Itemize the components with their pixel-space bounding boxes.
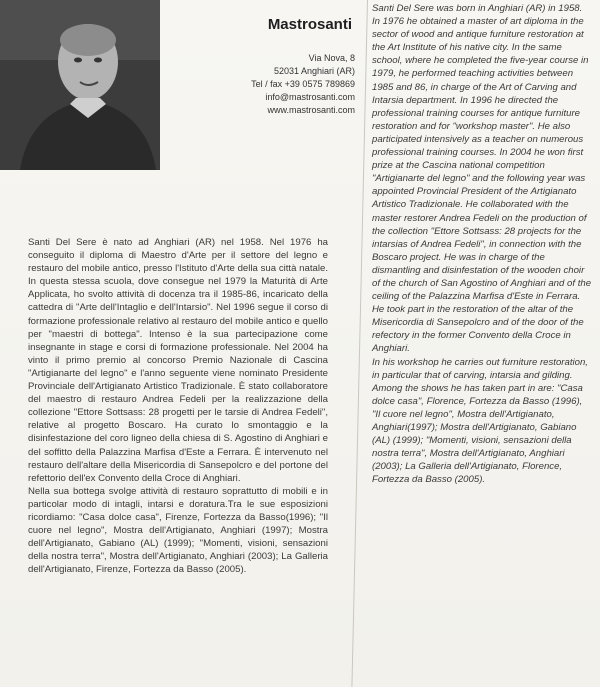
contact-block	[220, 52, 355, 117]
address-city: 52031 Anghiari (AR)	[273, 66, 355, 76]
website-url[interactable]: www.mastrosanti.com	[267, 105, 355, 115]
italian-paragraph: Nella sua bottega svolge attività di restauro soprattutto di mobili e in particolar modo di intagli, intarsi e doratura.Tra le sue esposizioni ricordiamo: "Casa dolce casa", Firenze, Fortezza da Basso(1996); "Il cuore nel legno", Mostra dell'Artigianato, Anghiari (1997); Mostra dell'Artigianato, Gabiano (AL) (1999); "Momenti, visioni, sensazioni della nostra terra", Mostra dell'Artigianato, Anghiari (2003); La Galleria dell'Artigianato, Firenze, Fortezza da Basso (2005).	[28, 485, 328, 576]
email-address[interactable]: info@mastrosanti.com	[265, 92, 355, 102]
address-street: Via Nova, 8	[308, 53, 355, 63]
company-name: Mastrosanti	[267, 16, 352, 33]
italian-paragraph: Santi Del Sere è nato ad Anghiari (AR) nel 1958. Nel 1976 ha conseguito il diploma di Maestro d'Arte per il settore del legno e restauro del mobile antico, presso l'Istituto d'Arte della sua città natale. In questa stessa scuola, dove consegue nel 1979 la Maturità di Arte Applicata, ho svolto attività di docenza tra il 1985-86, incaricato della cattedra di "Arte dell'Intaglio e dell'Intarsio". Nel 1996 segue il corso di formazione professionale relativo al restauro del mobile antico e quello per "maestri di bottega". Intenso è la sua partecipazione come insegnante in stage e corsi di formazione professionale. Nel 2004 ha vinto il primo premio al concorso Premio Nazionale di Cascina "Artigianarte del legno" e l'anno seguente viene nominato Presidente Provinciale dell'Artigianato Artistico Tradizionale. È stato collaboratore del maestro di restauro Andrea Fedeli per la realizzazione della collezione "Ettore Sottsass: 28 progetti per le tarsie di Andrea Fedeli", relative al progetto Boscaro. Ha curato lo smontaggio e la disinfestazione del coro ligneo della chiesa di S. Agostino di Anghiari e del soffitto della Palazzina Marfisa d'Este a Ferrara. È intervenuto nel restauro dell'altare della Misericordia di Sansepolcro e del portone del refettorio dell'ex Convento della Croce di Anghiari.	[28, 237, 328, 484]
phone-fax: Tel / fax +39 0575 789869	[251, 79, 355, 89]
english-biography	[372, 2, 592, 486]
italian-biography	[28, 236, 328, 576]
english-paragraph: In his workshop he carries out furniture restoration, in particular that of carving, intarsia and gilding. Among the shows he has taken part in are: "Casa dolce casa", Florence, Fortezza da Basso (1996), "Il cuore nel legno", Mostra dell'Artigianato, Anghiari(1997); Mostra dell'Artigianato, Gabiano (AL) (1999); "Momenti, visioni, sensazioni della nostra terra", Mostra dell'Artigianato, Anghiari (2003); La Galleria dell'Artigianato, Florence, Fortezza da Basso (2005).	[372, 356, 588, 486]
english-paragraph: Santi Del Sere was born in Anghiari (AR) in 1958. In 1976 he obtained a master of art diploma in the sector of wood and antique furniture restoration at the Art Institute of his native city. In the same school, where he completed the five-year course in 1979, he performed teaching activities between 1985 and 86, in charge of the Art of Carving and Intarsia department. In 1996 he directed the professional training courses for antique furniture restoration and for "workshop master". He also participated intensively as a teacher on numerous professional training courses. In 2004 he won first prize at the Cascina national competition "Artigianarte del legno" and the following year was appointed Provincial President of the Artigianato Artistico Tradizionale. He collaborated with the master restorer Andrea Fedeli on the production of the collection "Ettore Sottsass: 28 projects for the intarsias of Andrea Fedeli", in connection with the Boscaro project. He was in charge of the dismantling and disinfestation of the wooden choir of the church of San Agostino of Anghiari and of the ceiling of the Palazzina Marfisa d'Este in Ferrara. He took part in the restoration of the altar of the Misericordia di Sansepolcro and of the door of the refectory in the former Convento della Croce in Anghiari.	[372, 3, 592, 355]
portrait-image	[0, 0, 160, 170]
portrait-photo	[0, 0, 160, 170]
